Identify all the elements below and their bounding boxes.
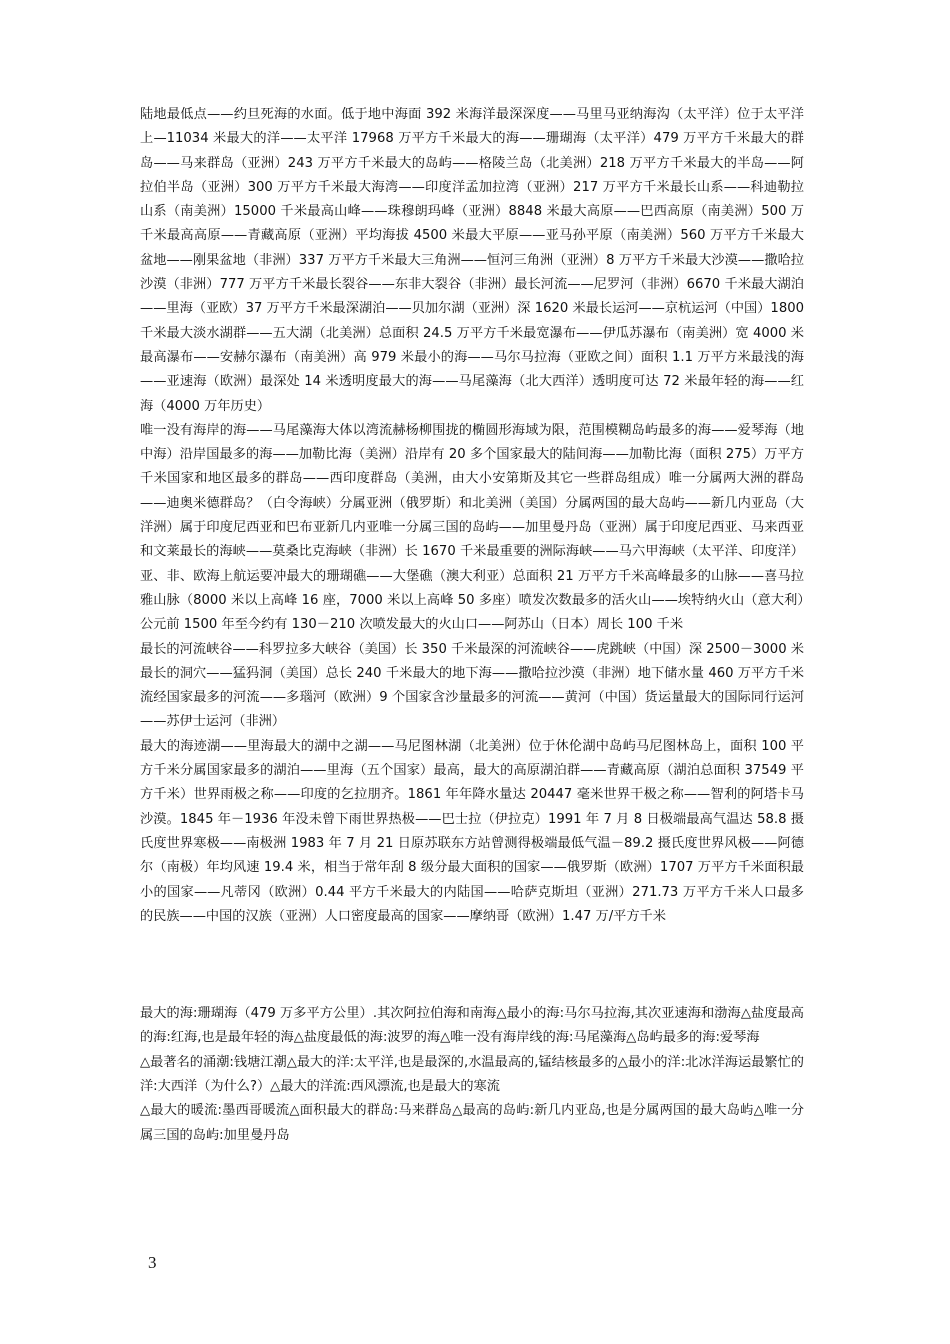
paragraph-geography-records: 陆地最低点——约旦死海的水面。低于地中海面 392 米海洋最深深度——马里马亚纳海沟（太平洋）位于太平洋上—11034 米最大的洋——太平洋 17968 万平方千米最大的海——珊瑚海（太平洋）479 万平方千米最大的群岛——马来群岛（亚洲）243 万平方千米最大的岛屿——格陵兰岛（北美洲）218 万平方千米最大的半岛——阿拉伯半岛（亚洲）300 万平方千米最大海湾——印度洋孟加拉湾（亚洲）217 万平方千米最长山系——科迪勒拉山系（南美洲）15000 千米最高山峰——珠穆朗玛峰（亚洲）8848 米最大高原——巴西高原（南美洲）500 万千米最高高原——青藏高原（亚洲）平均海拔 4500 米最大平原——亚马孙平原（南美洲）560 万平方千米最大盆地——刚果盆地（非洲）337 万平方千米最大三角洲——恒河三角洲（亚洲）8 万平方千米最大沙漠——撒哈拉沙漠（非洲）777 万平方千米最长裂谷——东非大裂谷（非洲）最长河流——尼罗河（非洲）6670 千米最大湖泊——里海（亚欧）37 万平方千米最深湖泊——贝加尔湖（亚洲）深 1620 米最长运河——京杭运河（中国）1800 千米最大淡水湖群——五大湖（北美洲）总面积 24.5 万平方千米最宽瀑布——伊瓜苏瀑布（南美洲）宽 4000 米最高瀑布——安赫尔瀑布（南美洲）高 979 米最小的海——马尔马拉海（亚欧之间）面积 1.1 万平方米最浅的海——亚速海（欧洲）最深处 14 米透明度最大的海——马尾藻海（北大西洋）透明度可达 72 米最年轻的海——红海（4000 万年历史） (140, 107, 804, 414)
paragraph-sea-island-records: 唯一没有海岸的海——马尾藻海大体以湾流赫杨柳围拢的椭圆形海域为限，范围模糊岛屿最多的海——爱琴海（地中海）沿岸国最多的海——加勒比海（美洲）沿岸有 20 多个国家最大的陆间海——加勒比海（面积 275）万平方千米国家和地区最多的群岛——西印度群岛（美洲，由大小安第斯及其它一些群岛组成）唯一分属两大洲的群岛——迪奥米德群岛？（白令海峡）分属亚洲（俄罗斯）和北美洲（美国）分属两国的最大岛屿——新几内亚岛（大洋洲）属于印度尼西亚和巴布亚新几内亚唯一分属三国的岛屿——加里曼丹岛（亚洲）属于印度尼西亚、马来西亚和文莱最长的海峡——莫桑比克海峡（非洲）长 1670 千米最重要的洲际海峡——马六甲海峡（太平洋、印度洋）亚、非、欧海上航运要冲最大的珊瑚礁——大堡礁（澳大利亚）总面积 21 万平方千米高峰最多的山脉——喜马拉雅山脉（8000 米以上高峰 16 座，7000 米以上高峰 50 多座）喷发次数最多的活火山——埃特纳火山（意大利）公元前 1500 年至今约有 130－210 次喷发最大的火山口——阿苏山（日本）周长 100 千米 (140, 422, 804, 633)
document-body (140, 103, 804, 1148)
paragraph-river-cave-records: 最长的河流峡谷——科罗拉多大峡谷（美国）长 350 千米最深的河流峡谷——虎跳峡（中国）深 2500－3000 米最长的洞穴——猛犸洞（美国）总长 240 千米最大的地下海——撒哈拉沙漠（非洲）地下储水量 460 万平方千米流经国家最多的河流——多瑙河（欧洲）9 个国家含沙量最多的河流——黄河（中国）货运量最大的国际同行运河——苏伊士运河（非洲） (140, 641, 804, 730)
section-gap (140, 929, 804, 1002)
page-number: 3 (148, 1253, 157, 1272)
paragraph-summary-islands: △最大的暖流:墨西哥暖流△面积最大的群岛:马来群岛△最高的岛屿:新几内亚岛,也是分属两国的最大岛屿△唯一分属三国的岛屿:加里曼丹岛 (140, 1103, 804, 1143)
paragraph-summary-seas: 最大的海:珊瑚海（479 万多平方公里）.其次阿拉伯海和南海△最小的海:马尔马拉海,其次亚速海和渤海△盐度最高的海:红海,也是最年轻的海△盐度最低的海:波罗的海△唯一没有海岸线的海:马尾藻海△岛屿最多的海:爱琴海 (140, 1006, 804, 1046)
paragraph-lake-climate-country-records: 最大的海迹湖——里海最大的湖中之湖——马尼图林湖（北美洲）位于休伦湖中岛屿马尼图林岛上，面积 100 平方千米分属国家最多的湖泊——里海（五个国家）最高，最大的高原湖泊群——青藏高原（湖泊总面积 37549 平方千米）世界雨极之称——印度的乞拉朋齐。1861 年年降水量达 20447 毫米世界干极之称——智利的阿塔卡马沙漠。1845 年－1936 年没未曾下雨世界热极——巴士拉（伊拉克）1991 年 7 月 8 日极端最高气温达 58.8 摄氏度世界寒极——南极洲 1983 年 7 月 21 日原苏联东方站曾测得极端最低气温－89.2 摄氏度世界风极——阿德尔（南极）年均风速 19.4 米，相当于常年刮 8 级分最大面积的国家——俄罗斯（欧洲）1707 万平方千米面积最小的国家——凡蒂冈（欧洲）0.44 平方千米最大的内陆国——哈萨克斯坦（亚洲）271.73 万平方千米人口最多的民族——中国的汉族（亚洲）人口密度最高的国家——摩纳哥（欧洲）1.47 万/平方千米 (140, 738, 804, 924)
paragraph-summary-oceans: △最著名的涌潮:钱塘江潮△最大的洋:太平洋,也是最深的,水温最高的,锰结核最多的△最小的洋:北冰洋海运最繁忙的洋:大西洋（为什么?）△最大的洋流:西风漂流,也是最大的寒流 (140, 1054, 804, 1094)
